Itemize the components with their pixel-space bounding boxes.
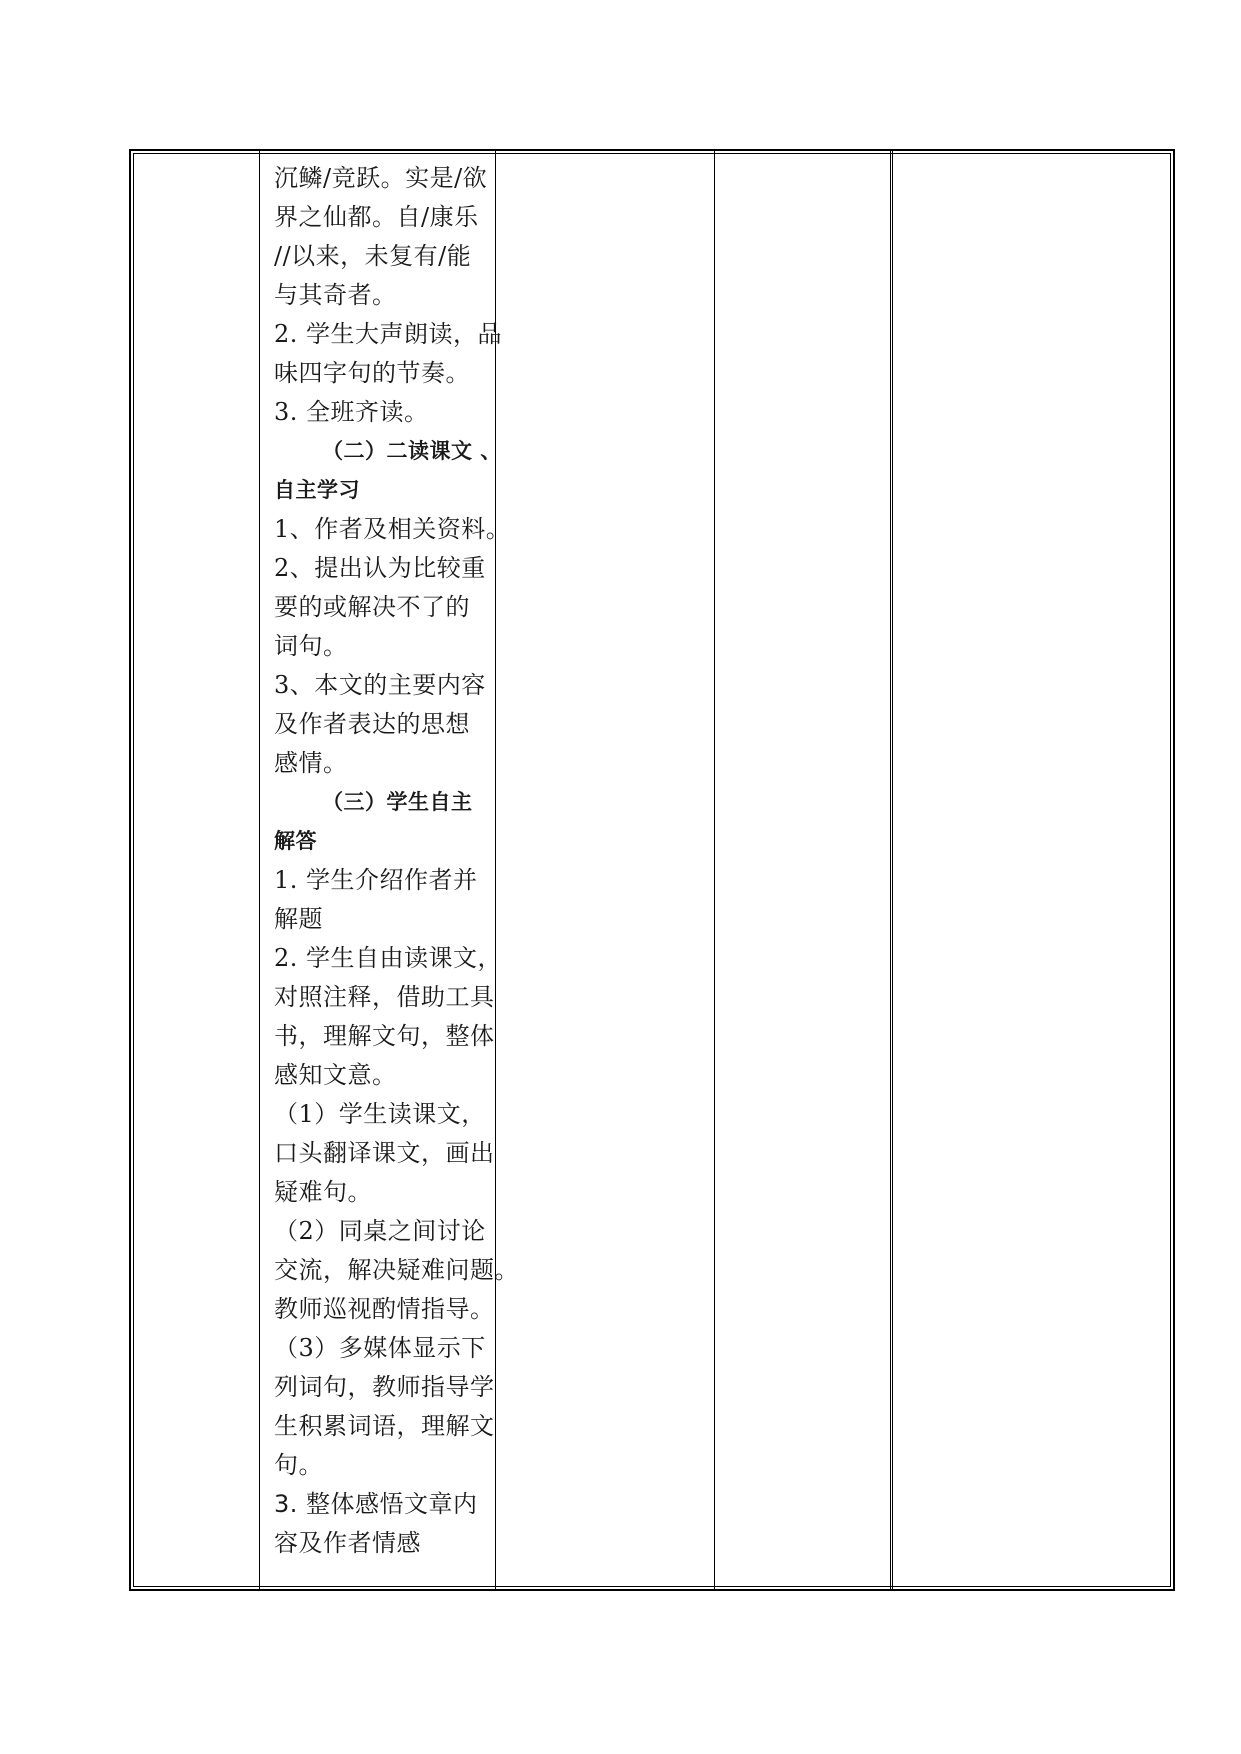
text-line: 感情。 bbox=[274, 749, 348, 777]
cell-col4 bbox=[715, 151, 890, 1589]
text-line: （1）学生读课文， bbox=[274, 1100, 486, 1128]
text-line: （3）多媒体显示下 bbox=[274, 1334, 486, 1362]
text-line: 1. 学生介绍作者并 bbox=[274, 866, 478, 894]
section-heading-line: 解答 bbox=[274, 829, 317, 853]
text-line: 2. 学生自由读课文， bbox=[274, 944, 503, 972]
text-line: 2. 学生大声朗读，品 bbox=[274, 320, 503, 348]
text-line: 感知文意。 bbox=[274, 1061, 397, 1089]
section-heading-line: （二）二读课文 、 bbox=[322, 439, 502, 463]
section-heading-line: 自主学习 bbox=[274, 478, 360, 502]
text-line: 3、本文的主要内容 bbox=[274, 671, 486, 699]
text-line: 口头翻译课文，画出 bbox=[274, 1139, 495, 1167]
cell-col3 bbox=[496, 151, 714, 1589]
text-line: 词句。 bbox=[274, 632, 348, 660]
text-line: （2）同桌之间讨论 bbox=[274, 1217, 486, 1245]
text-line: 味四字句的节奏。 bbox=[274, 359, 470, 387]
text-line: //以来，未复有/能 bbox=[274, 242, 472, 270]
text-line: 与其奇者。 bbox=[274, 281, 397, 309]
text-line: 书，理解文句，整体 bbox=[274, 1022, 495, 1050]
cell-col2 bbox=[264, 151, 519, 1589]
text-line: 句。 bbox=[274, 1451, 323, 1479]
col2-text-block bbox=[274, 159, 519, 1563]
lesson-plan-table bbox=[129, 149, 1175, 1591]
text-line: 3. 全班齐读。 bbox=[274, 398, 429, 426]
text-line: 2、提出认为比较重 bbox=[274, 554, 486, 582]
text-line: 界之仙都。自/康乐 bbox=[274, 203, 479, 231]
cell-col5 bbox=[894, 151, 1173, 1589]
text-line: 列词句，教师指导学 bbox=[274, 1373, 495, 1401]
text-line: 要的或解决不了的 bbox=[274, 593, 470, 621]
column-divider-4 bbox=[890, 151, 893, 1589]
text-line: 教师巡视酌情指导。 bbox=[274, 1295, 495, 1323]
text-line: 疑难句。 bbox=[274, 1178, 372, 1206]
text-line: 3. 整体感悟文章内 bbox=[274, 1490, 478, 1518]
text-line: 容及作者情感 bbox=[274, 1529, 421, 1557]
text-line: 生积累词语，理解文 bbox=[274, 1412, 495, 1440]
column-divider-1 bbox=[259, 151, 260, 1589]
text-line: 沉鳞/竞跃。实是/欲 bbox=[274, 164, 488, 192]
text-line: 对照注释，借助工具 bbox=[274, 983, 495, 1011]
text-line: 解题 bbox=[274, 905, 323, 933]
text-line: 交流，解决疑难问题。 bbox=[274, 1256, 519, 1284]
text-line: 及作者表达的思想 bbox=[274, 710, 470, 738]
text-line: 1、作者及相关资料。 bbox=[274, 515, 511, 543]
cell-col1 bbox=[131, 151, 259, 1589]
section-heading-line: （三）学生自主 bbox=[322, 790, 473, 814]
